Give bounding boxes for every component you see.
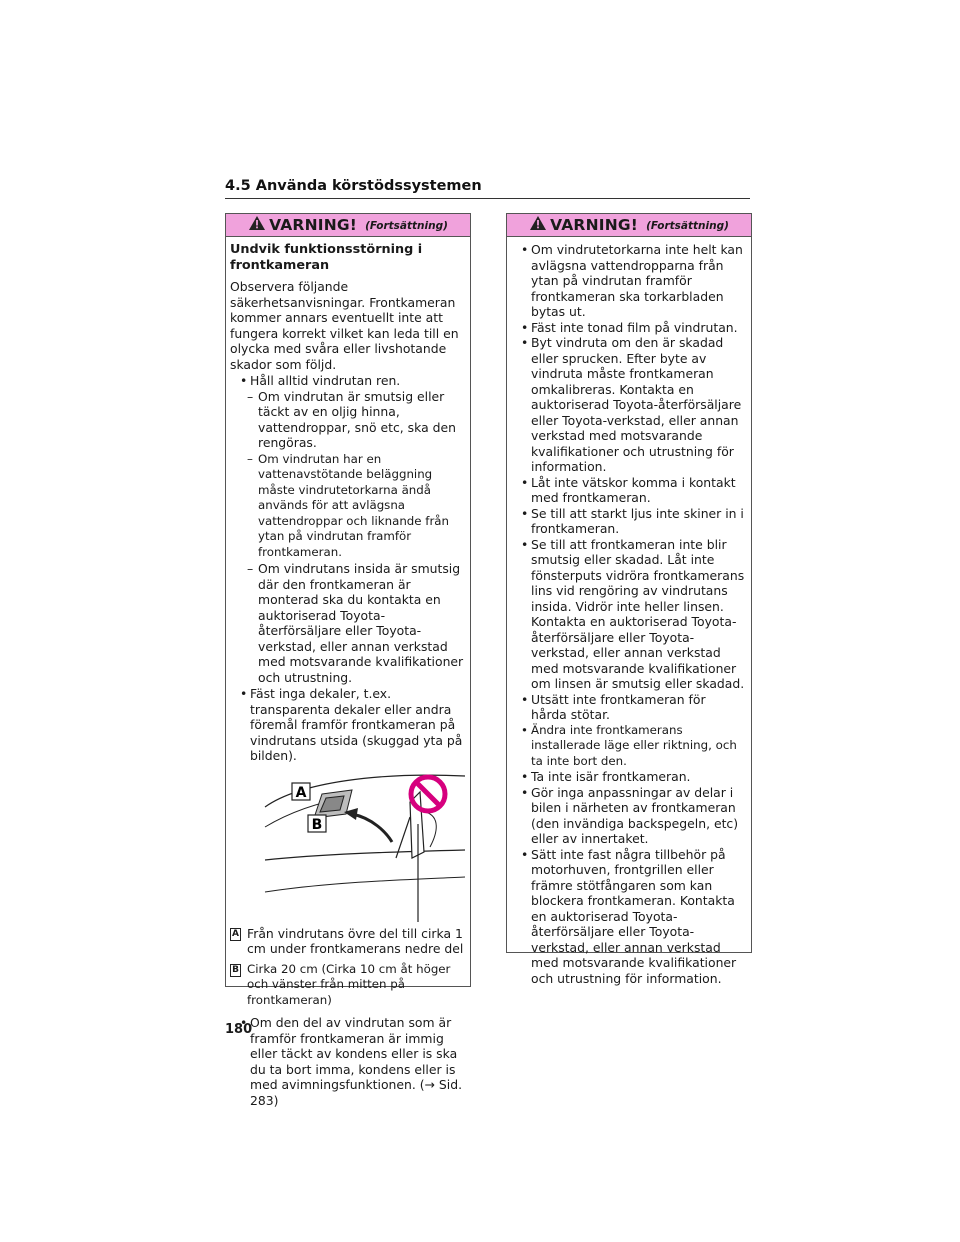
bullet-item: • Om den del av vindrutan som är framför frontkameran är immig eller täckt av kondens eller is ska du ta bort imma, kondens eller is med avimningsfunktionen. (→ Sid. 283) (230, 1015, 464, 1108)
warning-body (226, 237, 470, 1114)
dash-item: – Om vindrutan är smutsig eller täckt av en oljig hinna, vattendroppar, snö etc, ska den rengöras. (230, 389, 464, 451)
section-header: 4.5 Använda körstödssystemen (225, 178, 750, 199)
warning-box-right (506, 213, 752, 986)
bullet-item: • Om vindrutetorkarna inte helt kan avlägsna vattendropparna från ytan på vindrutan framför frontkameran ska torkarbladen bytas ut. (511, 242, 745, 320)
warning-title: VARNING! (550, 216, 639, 234)
windshield-illustration (260, 772, 470, 922)
warning-body (507, 237, 751, 992)
warning-continuation: (Fortsättning) (646, 220, 729, 232)
bullet-item: • Se till att starkt ljus inte skiner in i frontkameran. (511, 506, 745, 537)
legend-text-b: Cirka 20 cm (Cirka 10 cm åt höger och vänster från mitten på frontkameran) (247, 961, 451, 1007)
bullet-item: • Byt vindruta om den är skadad eller sprucken. Efter byte av vindruta måste frontkameran omkalibreras. Kontakta en auktoriserad Toyota-återförsäljare eller Toyota-verkstad, eller annan verkstad med motsvarande kvalifikationer och utrustning för information. (511, 335, 745, 475)
legend-text-a: Från vindrutans övre del till cirka 1 cm under frontkamerans nedre del (247, 925, 464, 956)
dash-item: – Om vindrutan har en vattenavstötande beläggning måste vindrutetorkarna ändå används för att avlägsna vattendroppar och liknande från ytan på vindrutan framför frontkameran. (230, 452, 464, 561)
intro-text: Observera följande säkerhetsanvisningar. Frontkameran kommer annars eventuellt inte att fungera korrekt vilket kan leda till en olycka med svåra eller livshotande skador som följd. (230, 279, 459, 372)
bullet-item: • Håll alltid vindrutan ren. (230, 373, 464, 389)
bullet-item: • Låt inte vätskor komma i kontakt med frontkameran. (511, 475, 745, 506)
warning-title: VARNING! (269, 216, 358, 234)
bullet-item: • Ändra inte frontkamerans installerade läge eller riktning, och ta inte bort den. (511, 723, 745, 770)
warning-triangle-icon (248, 215, 266, 235)
legend-key-b: B (230, 964, 241, 977)
legend-item-a (230, 926, 464, 958)
bullet-item: • Fäst inte tonad film på vindrutan. (511, 320, 745, 336)
page-number: 180 (225, 1022, 253, 1037)
dash-item: – Om vindrutans insida är smutsig där den frontkameran är monterad ska du kontakta en auktoriserad Toyota-återförsäljare eller Toyota-verkstad, eller annan verkstad med motsvarande kvalifikationer och utrustning. (230, 561, 464, 685)
figure-label-b: B (311, 816, 323, 833)
bullet-item: • Gör inga anpassningar av delar i bilen i närheten av frontkameran (den invändiga backspegeln, etc) eller av innertaket. (511, 785, 745, 847)
legend-key-a: A (230, 928, 241, 941)
bullet-item: • Fäst inga dekaler, t.ex. transparenta dekaler eller andra föremål framför frontkameran på vindrutans utsida (skuggad yta på bilden). (230, 686, 464, 764)
bullet-item: • Utsätt inte frontkameran för hårda stötar. (511, 692, 745, 723)
bullet-item: • Ta inte isär frontkameran. (511, 769, 745, 785)
warning-header (507, 214, 751, 237)
windshield-camera-figure (230, 772, 464, 922)
legend-item-b (230, 962, 464, 1010)
bullet-item: • Se till att frontkameran inte blir smutsig eller skadad. Låt inte fönsterputs vidröra frontkamerans lins vid rengöring av vindrutans insida. Vidrör inte heller linsen. Kontakta en auktoriserad Toyota-återförsäljare eller Toyota-verkstad, eller annan verkstad med motsvarande kvalifikationer om linsen är smutsig eller skadad. (511, 537, 745, 692)
warning-continuation: (Fortsättning) (365, 220, 448, 232)
warning-header (226, 214, 470, 237)
bullet-item: • Sätt inte fast några tillbehör på motorhuven, frontgrillen eller främre stötfångaren som kan blockera frontkameran. Kontakta en auktoriserad Toyota-återförsäljare eller Toyota-verkstad, eller annan verkstad med motsvarande kvalifikationer och utrustning för information. (511, 847, 745, 987)
warning-triangle-icon (529, 215, 547, 235)
figure-label-a: A (295, 784, 307, 801)
prohibition-icon (411, 777, 445, 811)
warning-subtitle: Undvik funktionsstörning i frontkameran (230, 242, 423, 273)
